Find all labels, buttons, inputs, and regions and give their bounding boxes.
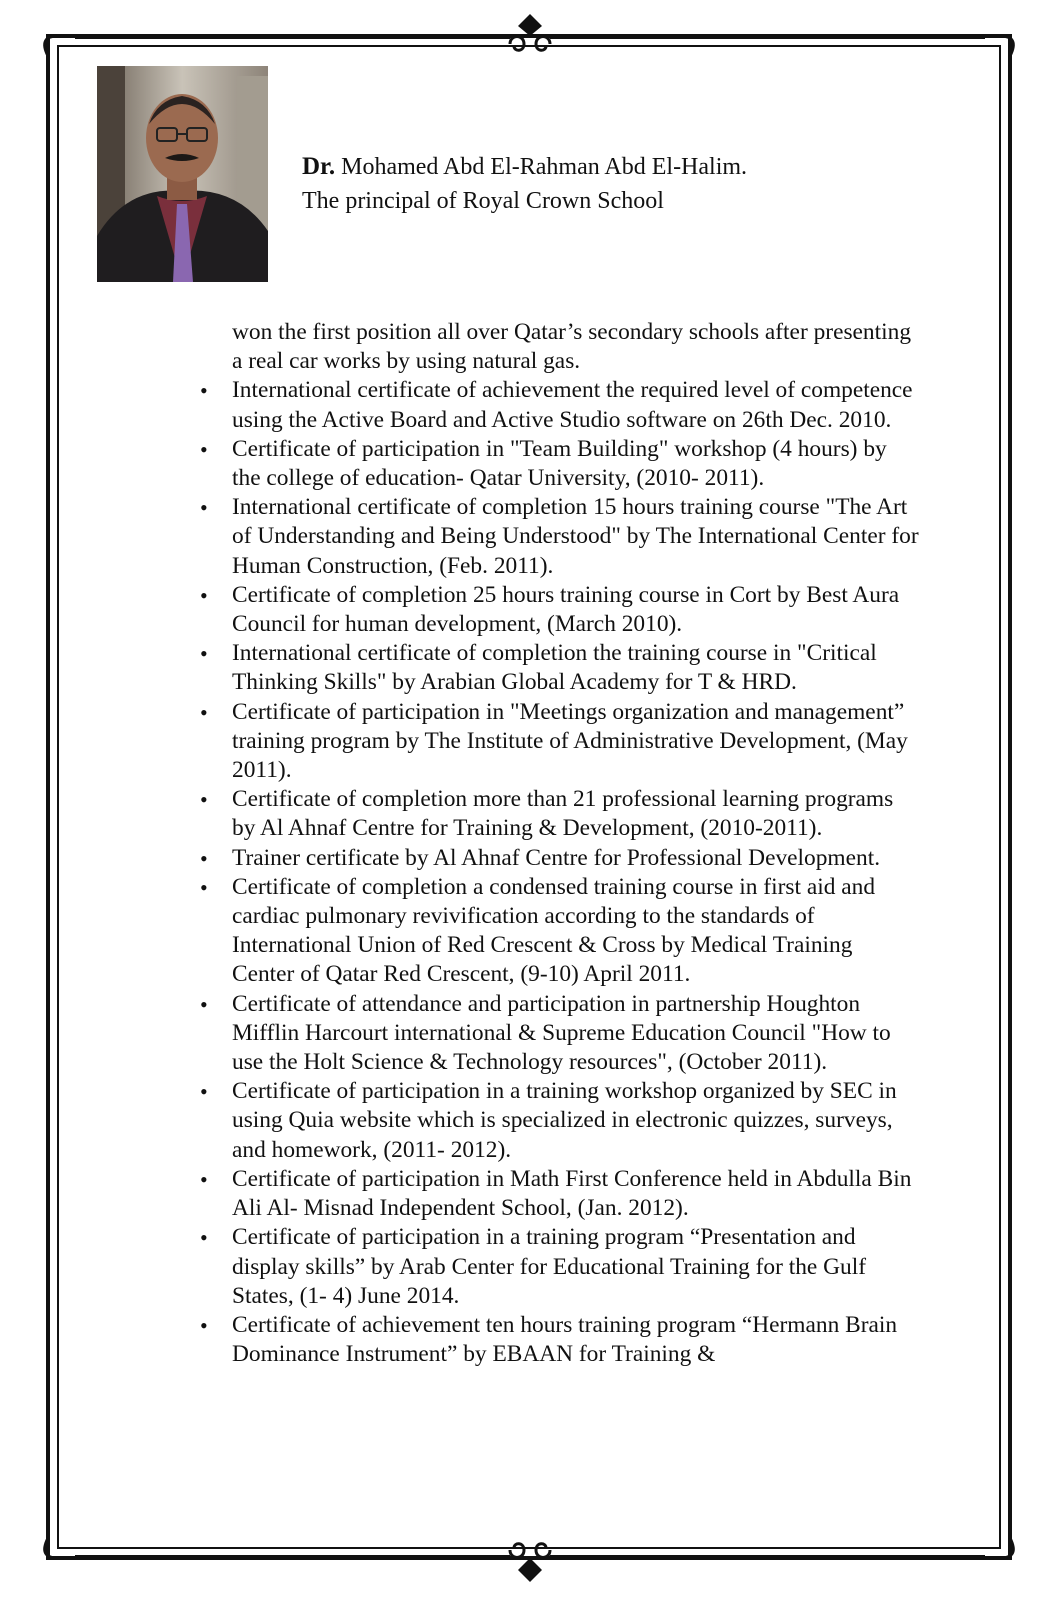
list-item: • Certificate of participation in "Meetings organization and management” training program by The Institute of Administrative Development, (May 2011). bbox=[200, 698, 920, 786]
principal-role: The principal of Royal Crown School bbox=[302, 188, 664, 214]
list-item: • International certificate of completion 15 hours training course "The Art of Understanding and Being Understood" by The International Center for Human Construction, (Feb. 2011). bbox=[200, 493, 920, 581]
list-item: • International certificate of achievement the required level of competence using the Active Board and Active Studio software on 26th Dec. 2010. bbox=[200, 376, 920, 434]
list-item: • International certificate of completion the training course in "Critical Thinking Skills" by Arabian Global Academy for T & HRD. bbox=[200, 639, 920, 697]
continuation-text: won the first position all over Qatar’s secondary schools after presenting a real car works by using natural gas. bbox=[232, 319, 912, 375]
list-item: • Certificate of completion more than 21 professional learning programs by Al Ahnaf Centre for Training & Development, (2010-2011). bbox=[200, 785, 920, 843]
list-item: • Trainer certificate by Al Ahnaf Centre for Professional Development. bbox=[200, 844, 920, 873]
profile-header bbox=[302, 150, 747, 218]
list-item: • Certificate of participation in a training program “Presentation and display skills” by Arab Center for Educational Training for the Gulf States, (1- 4) June 2014. bbox=[200, 1223, 920, 1311]
list-item: • Certificate of participation in "Team Building" workshop (4 hours) by the college of education- Qatar University, (2010- 2011). bbox=[200, 435, 920, 493]
list-item: • Certificate of participation in a training workshop organized by SEC in using Quia website which is specialized in electronic quizzes, surveys, and homework, (2011- 2012). bbox=[200, 1077, 920, 1165]
list-item: • Certificate of completion 25 hours training course in Cort by Best Aura Council for human development, (March 2010). bbox=[200, 581, 920, 639]
certificates-list bbox=[200, 376, 920, 1369]
principal-photo bbox=[97, 66, 268, 282]
list-item: • Certificate of participation in Math First Conference held in Abdulla Bin Ali Al- Misnad Independent School, (Jan. 2012). bbox=[200, 1165, 920, 1223]
certificates-section bbox=[200, 318, 920, 1369]
title-prefix: Dr. bbox=[302, 153, 336, 180]
list-item: • Certificate of attendance and participation in partnership Houghton Mifflin Harcourt international & Supreme Education Council "How to use the Holt Science & Technology resources", (October 2011). bbox=[200, 990, 920, 1078]
list-item: • Certificate of completion a condensed training course in first aid and cardiac pulmonary revivification according to the standards of International Union of Red Crescent & Cross by Medical Training Center of Qatar Red Crescent, (9-10) April 2011. bbox=[200, 873, 920, 990]
principal-name: Mohamed Abd El-Rahman Abd El-Halim. bbox=[341, 154, 748, 180]
list-item: • Certificate of achievement ten hours training program “Hermann Brain Dominance Instrument” by EBAAN for Training & bbox=[200, 1311, 920, 1369]
principal-name-line bbox=[302, 150, 747, 184]
